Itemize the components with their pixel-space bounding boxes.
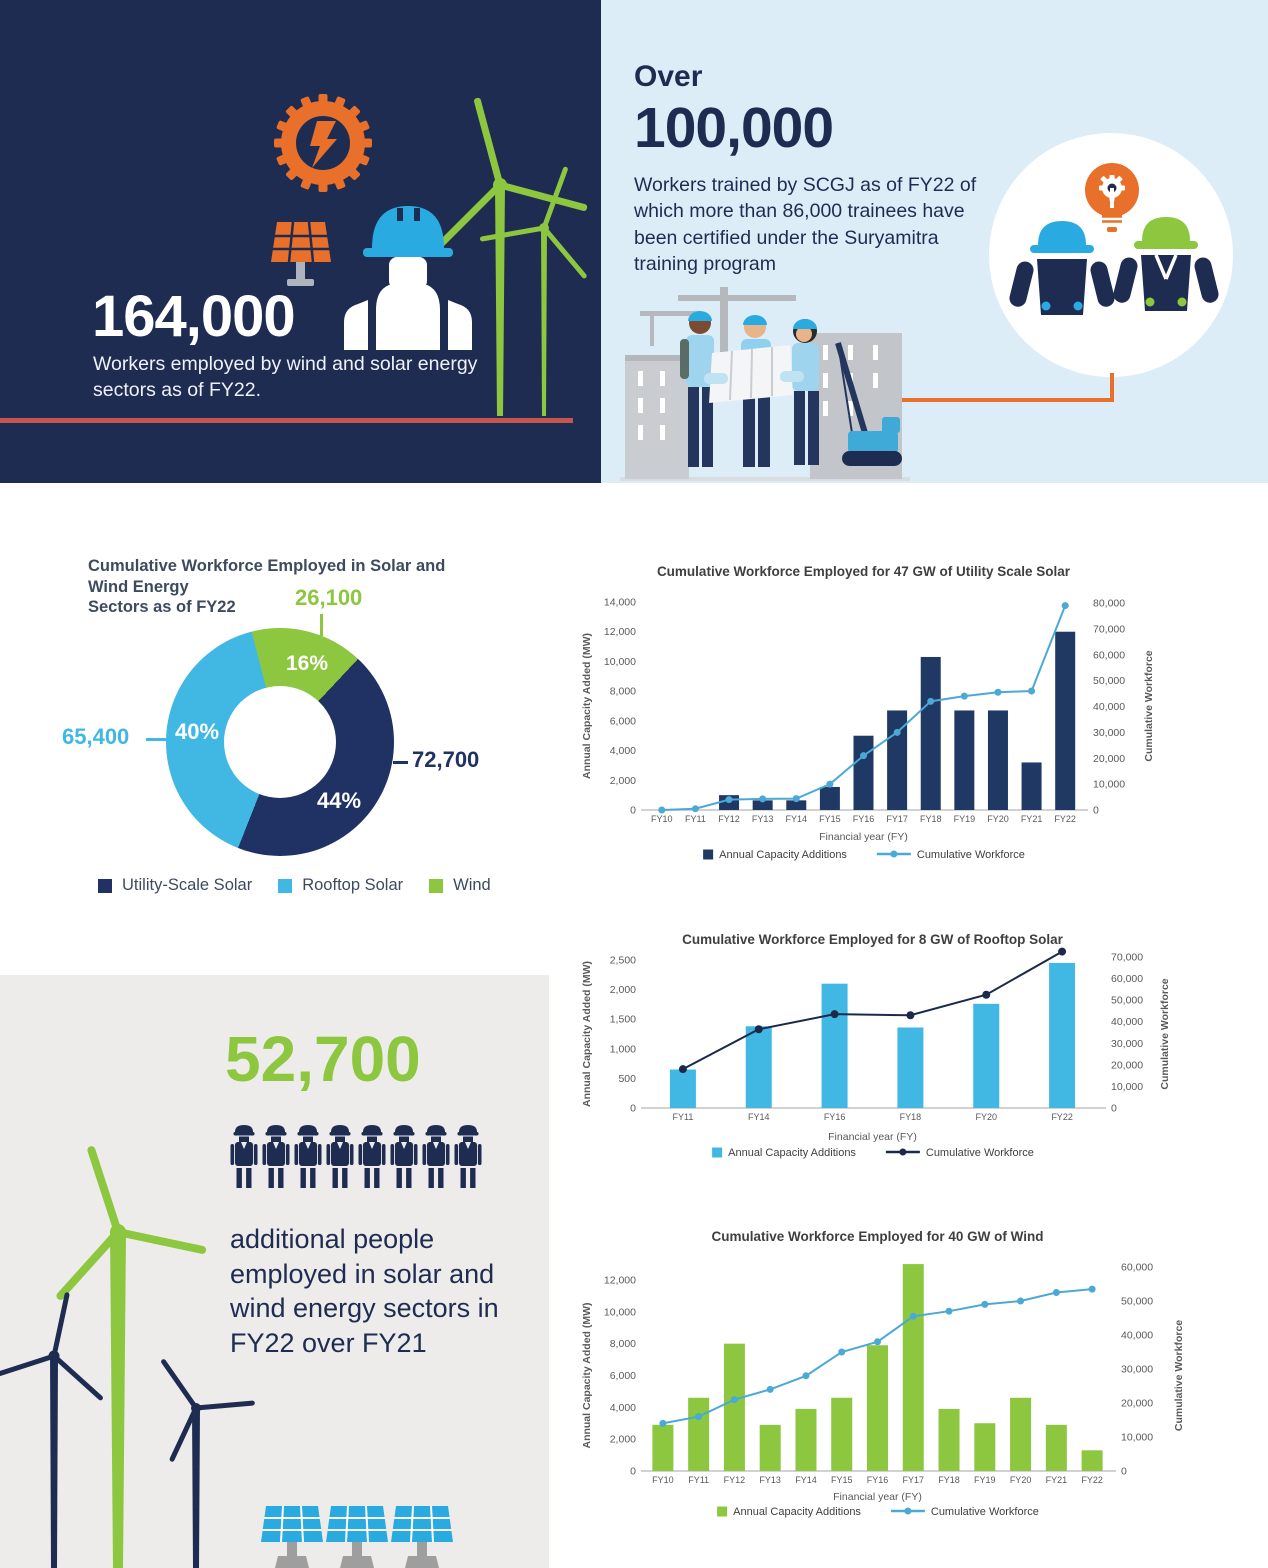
workers-trio: [680, 311, 819, 467]
svg-text:FY13: FY13: [759, 1475, 781, 1485]
svg-text:20,000: 20,000: [1093, 752, 1126, 765]
connector-line-horizontal: [900, 398, 1114, 402]
svg-text:0: 0: [630, 1465, 636, 1478]
svg-text:8,000: 8,000: [609, 1338, 636, 1351]
svg-text:Annual Capacity Added (MW): Annual Capacity Added (MW): [581, 632, 593, 780]
hero-left-illustration: [0, 0, 601, 483]
person-icon: [295, 1125, 322, 1188]
svg-text:FY22: FY22: [1054, 814, 1076, 824]
svg-text:1,500: 1,500: [609, 1013, 636, 1026]
svg-text:2,000: 2,000: [609, 984, 636, 997]
utility-value-label: 72,700: [412, 747, 480, 772]
svg-text:12,000: 12,000: [603, 626, 636, 639]
svg-text:FY14: FY14: [785, 814, 808, 824]
svg-text:6,000: 6,000: [609, 715, 636, 728]
employed-headline: 164,000: [92, 284, 295, 349]
svg-text:Cumulative Workforce Employed: Cumulative Workforce Employed for 47 GW of Utility Scale Solar: [656, 564, 1071, 579]
svg-text:FY19: FY19: [974, 1475, 996, 1485]
solar-panel-icon: [261, 1506, 453, 1568]
svg-text:50,000: 50,000: [1121, 1295, 1154, 1308]
people-icons-row: [230, 1124, 486, 1190]
utility-swatch: [98, 879, 112, 893]
svg-text:Financial year (FY): Financial year (FY): [828, 1131, 917, 1143]
solar-panel-icon: [271, 222, 331, 286]
svg-text:6,000: 6,000: [609, 1370, 636, 1382]
svg-text:FY14: FY14: [795, 1475, 817, 1485]
svg-text:FY12: FY12: [718, 814, 740, 824]
wind-value-label: 26,100: [295, 585, 363, 610]
svg-text:FY10: FY10: [651, 814, 673, 824]
svg-text:4,000: 4,000: [609, 745, 636, 758]
svg-text:8,000: 8,000: [609, 685, 636, 698]
rooftop-solar-chart: [578, 926, 1268, 1172]
svg-text:0: 0: [1111, 1102, 1117, 1115]
hero-right-panel: [601, 0, 1268, 483]
person-icon: [391, 1125, 418, 1188]
svg-text:FY21: FY21: [1045, 1475, 1068, 1485]
trainees-badge-icons: [989, 133, 1233, 377]
svg-text:500: 500: [618, 1072, 636, 1085]
svg-text:30,000: 30,000: [1111, 1037, 1144, 1050]
person-icon: [263, 1125, 290, 1188]
utility-percent-label: 44%: [317, 788, 362, 813]
person-icon: [423, 1125, 450, 1188]
additional-body: additional people employed in solar and wind energy sectors in FY22 over FY21: [230, 1224, 499, 1358]
svg-text:FY20: FY20: [987, 814, 1009, 824]
svg-text:50,000: 50,000: [1093, 675, 1126, 688]
svg-text:FY10: FY10: [652, 1475, 674, 1485]
svg-text:0: 0: [630, 804, 636, 817]
svg-text:Annual Capacity Additions: Annual Capacity Additions: [719, 849, 847, 861]
legend-label-utility: Utility-Scale Solar: [122, 876, 253, 894]
svg-text:10,000: 10,000: [1121, 1431, 1154, 1444]
rooftop-percent-label: 40%: [175, 719, 220, 744]
rooftop-leader-line: [146, 738, 166, 741]
legend-item-wind: [429, 876, 491, 895]
svg-text:Cumulative Workforce: Cumulative Workforce: [1143, 650, 1155, 762]
svg-text:FY14: FY14: [747, 1112, 770, 1122]
svg-text:Annual Capacity Additions: Annual Capacity Additions: [728, 1147, 856, 1159]
svg-text:60,000: 60,000: [1121, 1261, 1154, 1274]
rooftop-swatch: [278, 879, 292, 893]
svg-text:Cumulative Workforce Employed: Cumulative Workforce Employed for 40 GW of Wind: [711, 1229, 1044, 1244]
svg-text:FY19: FY19: [953, 814, 976, 824]
svg-text:60,000: 60,000: [1093, 649, 1126, 662]
svg-text:FY17: FY17: [886, 814, 908, 824]
svg-text:FY20: FY20: [975, 1112, 998, 1122]
svg-text:Cumulative Workforce: Cumulative Workforce: [916, 849, 1025, 861]
svg-text:Annual Capacity Additions: Annual Capacity Additions: [733, 1506, 861, 1518]
hero-left-panel: [0, 0, 601, 483]
svg-text:FY16: FY16: [866, 1475, 889, 1485]
rooftop-value-label: 65,400: [62, 724, 130, 749]
svg-text:2,500: 2,500: [609, 954, 636, 967]
svg-text:FY16: FY16: [852, 814, 875, 824]
trained-headline: 100,000: [634, 96, 834, 160]
svg-text:40,000: 40,000: [1111, 1016, 1144, 1029]
trained-kicker: Over: [634, 60, 703, 93]
wind-turbine-icon: [0, 1292, 255, 1568]
lightbulb-gear-icon: [1085, 163, 1139, 232]
svg-text:0: 0: [1093, 804, 1099, 817]
svg-text:FY12: FY12: [723, 1475, 746, 1485]
svg-text:FY18: FY18: [899, 1112, 922, 1122]
legend-label-rooftop: Rooftop Solar: [302, 876, 404, 894]
employed-caption: Workers employed by wind and solar energy sectors as of FY22.: [93, 353, 478, 401]
worker-blue-helmet-icon: [1008, 221, 1117, 315]
person-icon: [455, 1125, 482, 1188]
svg-text:20,000: 20,000: [1121, 1397, 1154, 1410]
svg-text:Cumulative Workforce: Cumulative Workforce: [930, 1506, 1039, 1518]
svg-text:30,000: 30,000: [1121, 1363, 1154, 1376]
construction-illustration: [620, 283, 910, 483]
svg-text:0: 0: [630, 1102, 636, 1115]
svg-text:20,000: 20,000: [1111, 1059, 1144, 1072]
svg-text:FY15: FY15: [819, 814, 841, 824]
svg-text:FY18: FY18: [938, 1475, 960, 1485]
svg-text:80,000: 80,000: [1093, 597, 1126, 610]
additional-headline: 52,700: [225, 1023, 421, 1095]
person-icon: [327, 1125, 354, 1188]
svg-text:10,000: 10,000: [603, 1306, 636, 1319]
svg-text:FY11: FY11: [685, 814, 706, 824]
donut-hole: [224, 686, 336, 798]
donut-legend: [98, 876, 491, 895]
svg-text:70,000: 70,000: [1093, 623, 1126, 636]
svg-text:FY22: FY22: [1081, 1475, 1103, 1485]
wind-leader-line: [320, 614, 323, 636]
svg-text:10,000: 10,000: [1093, 778, 1126, 791]
svg-text:Annual Capacity Added (MW): Annual Capacity Added (MW): [581, 1302, 593, 1449]
svg-text:FY18: FY18: [919, 814, 942, 824]
svg-text:Annual Capacity Added (MW): Annual Capacity Added (MW): [581, 960, 593, 1108]
svg-text:14,000: 14,000: [603, 596, 636, 609]
wind-turbine-icon: [55, 1145, 207, 1568]
svg-text:4,000: 4,000: [609, 1401, 636, 1414]
utility-scale-solar-chart: [578, 558, 1268, 880]
wind-percent-label: 16%: [286, 652, 329, 675]
svg-text:FY16: FY16: [823, 1112, 846, 1122]
trained-body: Workers trained by SCGJ as of FY22 of which more than 86,000 trainees have been certified under the Suryamitra training program: [634, 174, 977, 275]
legend-item-utility: [98, 876, 252, 895]
svg-text:2,000: 2,000: [609, 774, 636, 787]
svg-text:FY21: FY21: [1020, 814, 1043, 824]
svg-text:Cumulative Workforce: Cumulative Workforce: [1173, 1319, 1185, 1432]
svg-text:40,000: 40,000: [1121, 1329, 1154, 1342]
svg-text:FY20: FY20: [1009, 1475, 1032, 1485]
svg-text:Cumulative Workforce Employed: Cumulative Workforce Employed for 8 GW of Rooftop Solar: [682, 932, 1063, 947]
svg-text:10,000: 10,000: [603, 655, 636, 668]
svg-text:2,000: 2,000: [609, 1433, 636, 1446]
svg-text:0: 0: [1121, 1465, 1127, 1478]
svg-text:50,000: 50,000: [1111, 994, 1144, 1007]
svg-text:30,000: 30,000: [1093, 726, 1126, 739]
wind-swatch: [429, 879, 443, 893]
svg-text:FY11: FY11: [672, 1112, 694, 1122]
donut-title: [88, 556, 488, 618]
person-icon: [359, 1125, 386, 1188]
svg-text:FY17: FY17: [902, 1475, 925, 1485]
svg-text:12,000: 12,000: [603, 1274, 636, 1287]
svg-text:Financial year (FY): Financial year (FY): [819, 831, 908, 843]
person-icon: [231, 1125, 258, 1188]
svg-text:Cumulative Workforce: Cumulative Workforce: [925, 1147, 1034, 1159]
svg-text:FY15: FY15: [830, 1475, 853, 1485]
svg-text:Financial year (FY): Financial year (FY): [833, 1491, 922, 1503]
svg-text:1,000: 1,000: [609, 1043, 636, 1056]
svg-text:FY13: FY13: [751, 814, 774, 824]
wind-chart: [578, 1222, 1268, 1527]
svg-text:70,000: 70,000: [1111, 951, 1144, 964]
legend-label-wind: Wind: [453, 876, 491, 894]
svg-text:Cumulative Workforce: Cumulative Workforce: [1159, 978, 1171, 1090]
legend-item-rooftop: [278, 876, 403, 895]
divider-line: [0, 418, 573, 423]
svg-text:FY11: FY11: [688, 1475, 710, 1485]
donut-title-line2: Sectors as of FY22: [88, 598, 236, 617]
svg-text:60,000: 60,000: [1111, 973, 1144, 986]
utility-leader-line: [393, 761, 408, 764]
svg-text:10,000: 10,000: [1111, 1080, 1144, 1093]
svg-text:FY22: FY22: [1051, 1112, 1073, 1122]
svg-text:40,000: 40,000: [1093, 701, 1126, 713]
donut-title-line1: Cumulative Workforce Employed in Solar and Wind Energy: [88, 557, 446, 596]
worker-green-helmet-icon: [1112, 217, 1221, 311]
